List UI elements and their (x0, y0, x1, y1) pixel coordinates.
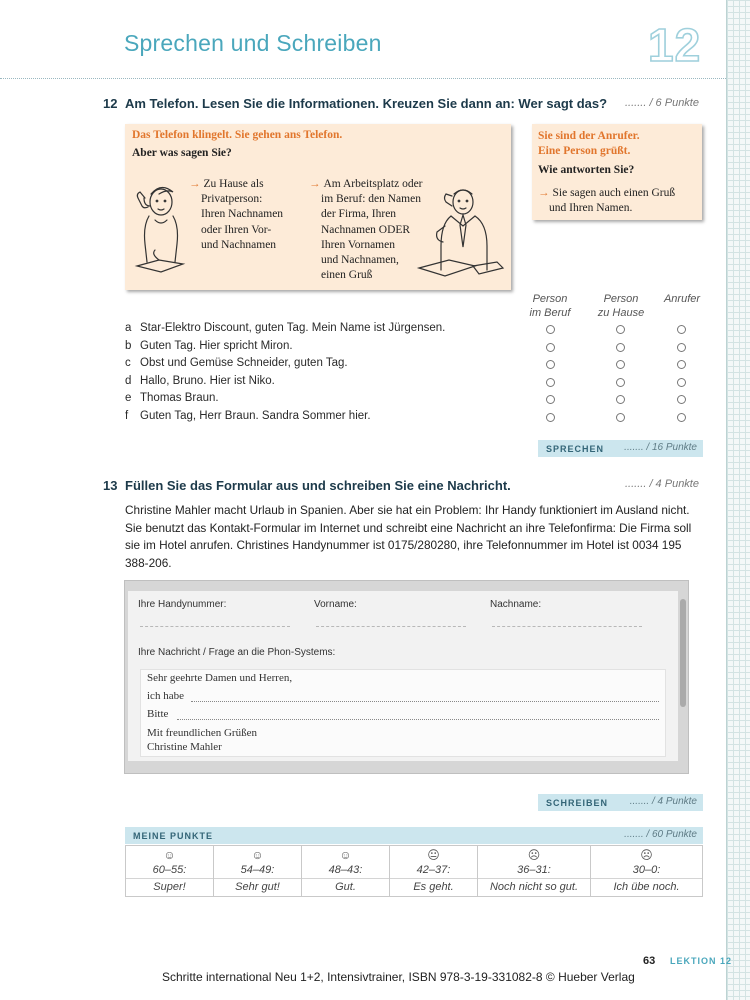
caller-heading-1: Sie sind der Anrufer. (538, 130, 640, 142)
info-box-callee (125, 124, 511, 290)
work-line-2: im Beruf: den Namen (321, 193, 421, 206)
private-line-3: Ihren Nachnamen (201, 208, 284, 221)
exercise-12-number: 12 (103, 96, 118, 111)
item-text: Star-Elektro Discount, guten Tag. Mein Name ist Jürgensen. (140, 322, 446, 334)
radio-beruf-c[interactable] (546, 360, 555, 369)
smiley-happy-icon: ☺ (163, 848, 176, 862)
score-range: 30–0: (591, 862, 702, 879)
private-line-2: Privatperson: (201, 193, 263, 206)
score-range: 48–43: (302, 862, 389, 879)
woman-phone-icon (129, 180, 191, 280)
private-line-4: oder Ihren Vor- (201, 223, 272, 236)
radio-hause-e[interactable] (616, 395, 625, 404)
private-line-5: und Nachnamen (201, 238, 277, 251)
exercise-13-number: 13 (103, 478, 118, 493)
exercise-12-title: Am Telefon. Lesen Sie die Informationen. Kreuzen Sie dann an: Wer sagt das? (125, 96, 608, 111)
list-item (125, 410, 695, 427)
schreiben-label: SCHREIBEN (546, 798, 609, 808)
list-item (125, 375, 695, 392)
item-letter: a (125, 322, 132, 334)
header-divider (0, 78, 726, 79)
score-range: 60–55: (126, 862, 213, 879)
score-verdict: Es geht. (413, 881, 454, 893)
private-person-col: → Zu Hause als Privatperson: Ihren Nachnamen oder Ihren Vor- und Nachnamen (189, 177, 283, 253)
radio-anrufer-b[interactable] (677, 343, 686, 352)
smiley-sad-icon: ☹ (527, 848, 541, 862)
score-cell (390, 846, 478, 896)
radio-beruf-e[interactable] (546, 395, 555, 404)
list-item (125, 357, 695, 374)
score-cell (214, 846, 302, 896)
column-anrufer: Anrufer (663, 293, 701, 305)
radio-anrufer-c[interactable] (677, 360, 686, 369)
callee-question: Aber was sagen Sie? (132, 147, 232, 159)
chapter-title: Sprechen und Schreiben (124, 30, 382, 56)
lesson-label: LEKTION 12 (670, 956, 733, 966)
radio-anrufer-d[interactable] (677, 378, 686, 387)
smiley-sad-icon: ☹ (640, 848, 653, 862)
contact-form-window (124, 580, 689, 774)
private-line-1: Zu Hause als (203, 178, 264, 190)
item-letter: b (125, 340, 132, 352)
exercise-12-points: ....... / 6 Punkte (625, 97, 699, 109)
radio-hause-d[interactable] (616, 378, 625, 387)
column-beruf-line1: Person (532, 293, 568, 305)
man-phone-icon (413, 182, 505, 282)
schreiben-points: ....... / 4 Punkte (629, 796, 697, 807)
score-verdict: Super! (153, 881, 186, 893)
form-scrollbar[interactable] (680, 599, 686, 707)
item-text: Thomas Braun. (140, 392, 219, 404)
info-box-caller: Sie sind der Anrufer. Eine Person grüßt. Wie antworten Sie? → Sie sagen auch einen Gruß und Ihren Namen. (532, 124, 702, 220)
work-line-4: Nachnamen ODER (321, 223, 411, 236)
score-cell (591, 846, 702, 896)
radio-beruf-a[interactable] (546, 325, 555, 334)
exercise-13-points: ....... / 4 Punkte (625, 478, 699, 490)
column-person-beruf (520, 292, 580, 320)
column-hause-line1: Person (603, 293, 639, 305)
item-letter: f (125, 410, 129, 422)
item-letter: c (125, 357, 131, 369)
work-line-3: der Firma, Ihren (321, 208, 397, 221)
message-greeting: Sehr geehrte Damen und Herren, (147, 672, 293, 684)
vorname-label: Vorname: (314, 599, 357, 610)
copyright-line: Schritte international Neu 1+2, Intensivtrainer, ISBN 978-3-19-331082-8 © Hueber Verlag (162, 970, 635, 984)
column-beruf-line2: im Beruf (529, 307, 571, 319)
score-verdict: Noch nicht so gut. (489, 881, 579, 893)
writing-line-ich[interactable] (191, 701, 659, 702)
scores-table (125, 845, 703, 897)
work-line-7: einen Gruß (321, 269, 373, 282)
radio-anrufer-a[interactable] (677, 325, 686, 334)
list-item (125, 322, 695, 339)
smiley-neutral-icon: 😐 (427, 848, 440, 862)
contact-form (128, 591, 678, 761)
smiley-happy-icon: ☺ (339, 848, 352, 862)
caller-answer-2: und Ihren Namen. (549, 202, 633, 214)
handy-input[interactable] (140, 615, 290, 627)
chapter-number: 12 (648, 19, 702, 71)
sprechen-points: ....... / 16 Punkte (624, 442, 697, 453)
item-text: Obst und Gemüse Schneider, guten Tag. (140, 357, 348, 369)
vorname-input[interactable] (316, 615, 466, 627)
radio-hause-a[interactable] (616, 325, 625, 334)
nachname-label: Nachname: (490, 599, 542, 610)
exercise-13-title: Füllen Sie das Formular aus und schreiben Sie eine Nachricht. (125, 478, 511, 493)
radio-beruf-d[interactable] (546, 378, 555, 387)
message-label: Ihre Nachricht / Frage an die Phon-Systems: (138, 647, 336, 658)
item-text: Guten Tag, Herr Braun. Sandra Sommer hier. (140, 410, 371, 422)
message-line-bitte: Bitte (147, 708, 169, 720)
item-letter: e (125, 392, 132, 404)
work-person-col: → Am Arbeitsplatz oder im Beruf: den Namen der Firma, Ihren Nachnamen ODER Ihren Vornamen und Nachnamen, einen Gruß (309, 177, 423, 283)
caller-answer-1: Sie sagen auch einen Gruß (552, 187, 676, 199)
work-line-5: Ihren Vornamen (321, 238, 395, 251)
work-line-1: Am Arbeitsplatz oder (323, 178, 423, 190)
list-item (125, 392, 695, 409)
score-cell (478, 846, 591, 896)
caller-heading-2: Eine Person grüßt. (538, 145, 631, 157)
scores-label: MEINE PUNKTE (133, 831, 214, 841)
page-number: 63 (643, 955, 656, 967)
score-cell (126, 846, 214, 896)
writing-line-bitte[interactable] (177, 719, 659, 720)
message-line-ich: ich habe (147, 690, 184, 702)
score-range: 42–37: (390, 862, 477, 879)
item-text: Guten Tag. Hier spricht Miron. (140, 340, 293, 352)
score-range: 54–49: (214, 862, 301, 879)
list-item (125, 340, 695, 357)
score-cell (302, 846, 390, 896)
caller-question: Wie antworten Sie? (538, 164, 635, 176)
message-closing: Mit freundlichen Grüßen (147, 727, 257, 739)
column-person-hause (591, 292, 651, 320)
message-signature: Christine Mahler (147, 741, 222, 753)
score-verdict: Ich übe noch. (613, 881, 680, 893)
nachname-input[interactable] (492, 615, 642, 627)
scores-header (125, 827, 703, 844)
radio-hause-f[interactable] (616, 413, 625, 422)
handy-label: Ihre Handynummer: (138, 599, 227, 610)
message-textarea[interactable] (140, 669, 666, 757)
sprechen-label: SPRECHEN (546, 444, 605, 454)
sprechen-score (538, 440, 703, 457)
score-range: 36–31: (478, 862, 590, 879)
exercise-13-text: Christine Mahler macht Urlaub in Spanien. Aber sie hat ein Problem: Ihr Handy funktioniert im Ausland nicht. Sie benutzt das Kontakt-Formular im Internet und schreibt eine Nachricht an ihre Telefonfirma: Die Firma soll sie im Hotel anrufen. Christines Handynummer ist 0175/280280, ihre Telefonnummer im Hotel ist 0034 195 388-206. (125, 503, 692, 570)
smiley-happy-icon: ☺ (251, 848, 264, 862)
score-verdict: Gut. (335, 881, 356, 893)
item-text: Hallo, Bruno. Hier ist Niko. (140, 375, 275, 387)
scores-total: ....... / 60 Punkte (624, 829, 697, 840)
side-grid-strip (726, 0, 750, 1000)
work-line-6: und Nachnamen, (321, 254, 399, 267)
radio-anrufer-e[interactable] (677, 395, 686, 404)
radio-hause-b[interactable] (616, 343, 625, 352)
schreiben-score (538, 794, 703, 811)
callee-heading: Das Telefon klingelt. Sie gehen ans Telefon. (132, 129, 343, 141)
column-hause-line2: zu Hause (597, 307, 645, 319)
radio-anrufer-f[interactable] (677, 413, 686, 422)
radio-beruf-b[interactable] (546, 343, 555, 352)
score-verdict: Sehr gut! (235, 881, 280, 893)
radio-beruf-f[interactable] (546, 413, 555, 422)
item-letter: d (125, 375, 132, 387)
radio-hause-c[interactable] (616, 360, 625, 369)
